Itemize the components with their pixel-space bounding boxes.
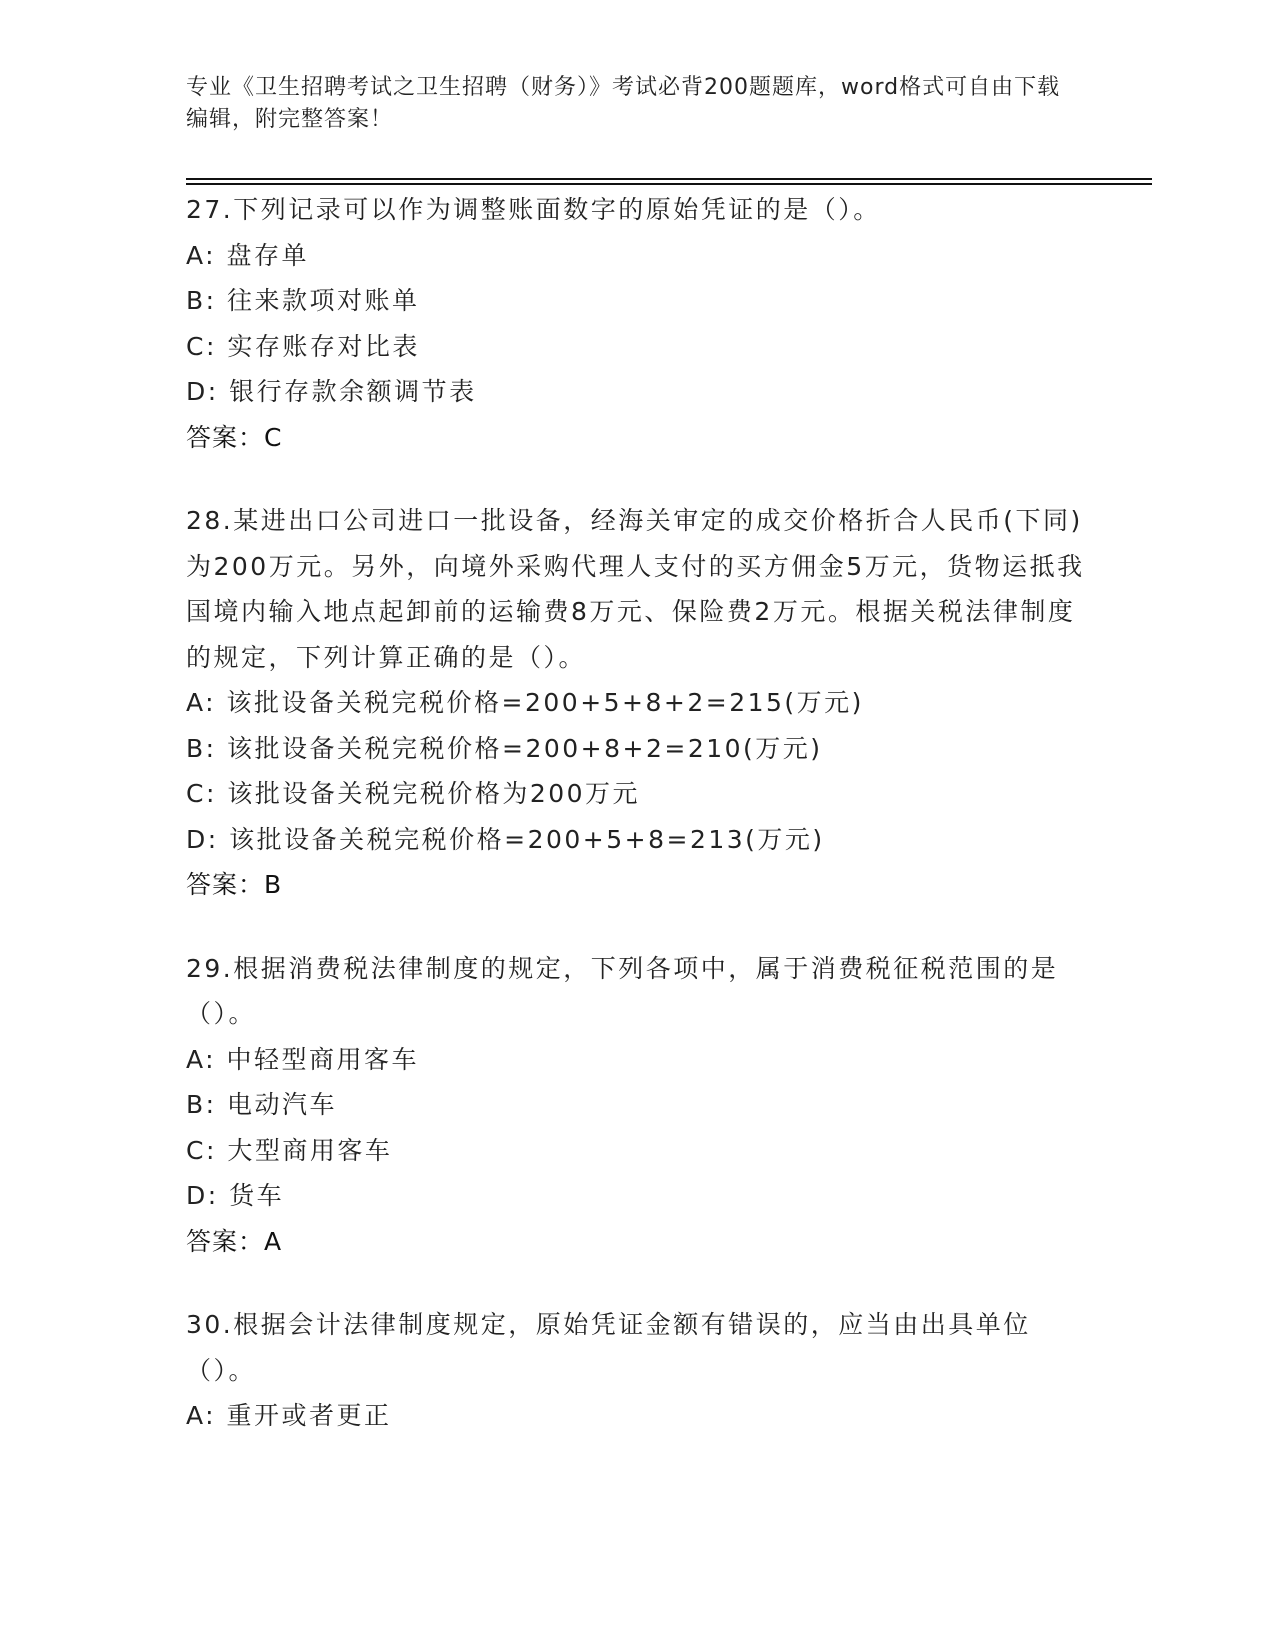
document-header: 专业《卫生招聘考试之卫生招聘（财务）》考试必背200题题库，word格式可自由下载编辑，附完整答案！ [186, 75, 1061, 132]
answer-label: 答案：C [186, 422, 283, 452]
option-b: B: 往来款项对账单 [186, 286, 420, 315]
option-a: A: 中轻型商用客车 [186, 1044, 420, 1074]
option-list [186, 1037, 1086, 1219]
option-d: D: 货车 [186, 1181, 285, 1210]
option-d: D: 该批设备关税完税价格=200+5+8=213(万元) [186, 824, 825, 854]
option-b: B: 该批设备关税完税价格=200+8+2=210(万元) [186, 733, 823, 763]
option-b: B: 电动汽车 [186, 1090, 338, 1119]
option-list [186, 680, 1086, 862]
option-list [186, 1393, 1086, 1439]
question-list [186, 187, 1086, 1477]
question-stem: 29.根据消费税法律制度的规定，下列各项中，属于消费税征税范围的是（）。 [186, 953, 1059, 1028]
question-stem: 27.下列记录可以作为调整账面数字的原始凭证的是（）。 [186, 195, 881, 224]
answer-label: 答案：B [186, 870, 283, 899]
option-c: C: 实存账存对比表 [186, 331, 420, 361]
option-list [186, 233, 1086, 415]
header-divider-top [186, 178, 1152, 180]
answer-label: 答案：A [186, 1226, 283, 1256]
question-29 [186, 946, 1086, 1265]
question-stem: 30.根据会计法律制度规定，原始凭证金额有错误的，应当由出具单位（）。 [186, 1310, 1031, 1385]
question-stem: 28.某进出口公司进口一批设备，经海关审定的成交价格折合人民币(下同)为200万元。另外，向境外采购代理人支付的买方佣金5万元，货物运抵我国境内输入地点起卸前的运输费8万元、保险费2万元。根据关税法律制度的规定，下列计算正确的是（）。 [186, 506, 1085, 672]
question-30 [186, 1302, 1086, 1439]
option-d: D: 银行存款余额调节表 [186, 377, 477, 406]
option-c: C: 大型商用客车 [186, 1135, 393, 1165]
question-27 [186, 187, 1086, 460]
header-divider-bottom [186, 183, 1152, 185]
option-c: C: 该批设备关税完税价格为200万元 [186, 779, 641, 808]
option-a: A: 重开或者更正 [186, 1401, 392, 1430]
question-28 [186, 498, 1086, 908]
option-a: A: 盘存单 [186, 240, 310, 270]
option-a: A: 该批设备关税完税价格=200+5+8+2=215(万元) [186, 688, 864, 717]
